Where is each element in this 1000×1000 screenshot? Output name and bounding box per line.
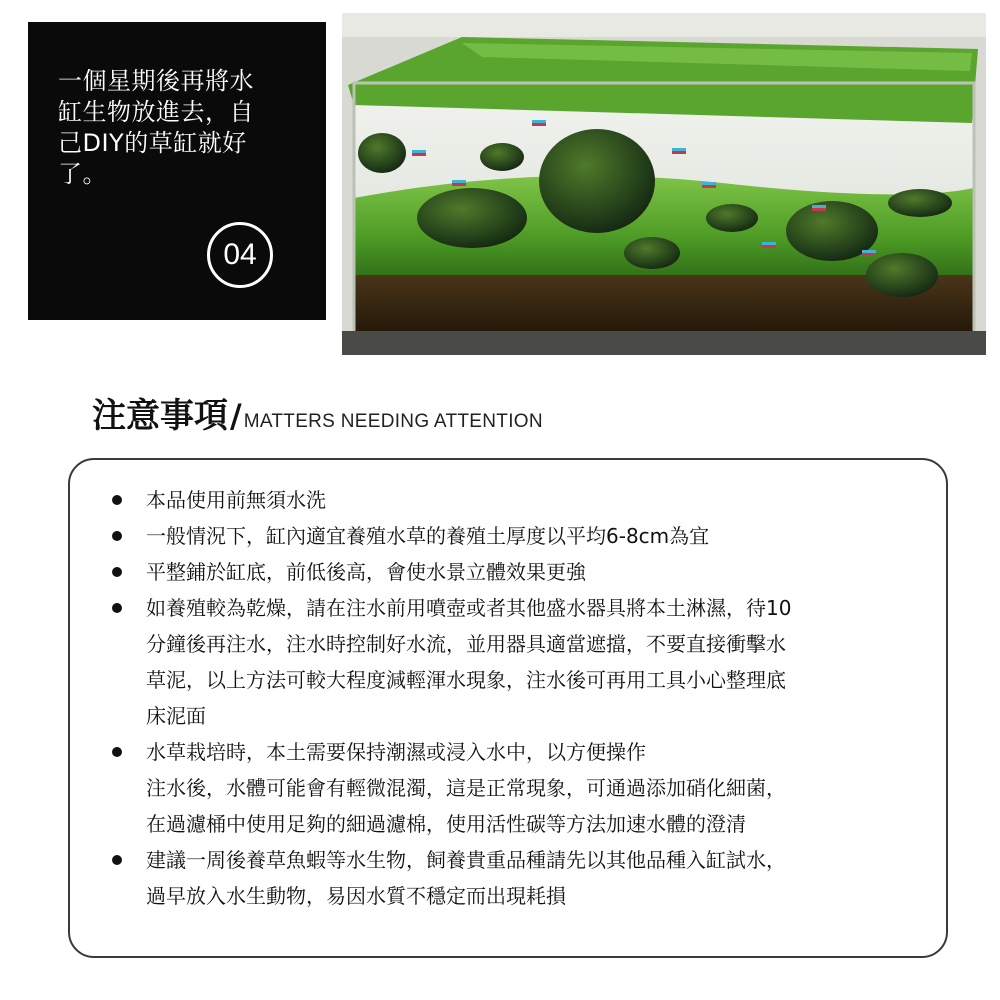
note-line: 過早放入水生動物，易因水質不穩定而出現耗損 [146, 884, 566, 908]
note-line: 如養殖較為乾燥，請在注水前用噴壺或者其他盛水器具將本土淋濕，待10 [146, 596, 792, 620]
section-title-chinese: 注意事項 [92, 396, 228, 436]
bullet-icon [112, 495, 122, 505]
note-line: 分鐘後再注水，注水時控制好水流，並用器具適當遮擋，不要直接衝擊水 [146, 632, 786, 656]
bullet-icon [112, 603, 122, 613]
note-item [108, 590, 928, 734]
step-text-line: 缸生物放進去，自 [58, 98, 254, 126]
note-line: 在過濾桶中使用足夠的細過濾棉，使用活性碳等方法加速水體的澄清 [146, 812, 746, 836]
notes-list [108, 482, 928, 914]
section-title-english: MATTERS NEEDING ATTENTION [243, 411, 543, 432]
bullet-icon [112, 531, 122, 541]
note-line: 水草栽培時，本土需要保持潮濕或浸入水中，以方便操作 [146, 740, 646, 764]
note-line: 建議一周後養草魚蝦等水生物，飼養貴重品種請先以其他品種入缸試水， [146, 848, 786, 872]
note-line: 平整鋪於缸底，前低後高，會使水景立體效果更強 [146, 560, 586, 584]
aquarium-photo [342, 13, 986, 355]
note-line: 注水後，水體可能會有輕微混濁，這是正常現象，可通過添加硝化細菌， [146, 776, 786, 800]
step-number-badge: 04 [207, 222, 273, 288]
aquarium-illustration [342, 13, 986, 355]
title-slash: / [230, 397, 242, 435]
bullet-icon [112, 567, 122, 577]
step-text-line: 了。 [58, 160, 107, 188]
note-line: 草泥，以上方法可較大程度減輕渾水現象，注水後可再用工具小心整理底 [146, 668, 786, 692]
section-title [92, 388, 543, 437]
note-line: 本品使用前無須水洗 [146, 488, 326, 512]
note-item [108, 482, 928, 518]
note-item [108, 734, 928, 842]
step-description [58, 66, 278, 190]
bullet-icon [112, 747, 122, 757]
note-line: 床泥面 [146, 704, 206, 728]
step-panel [28, 22, 326, 320]
note-line: 一般情況下，缸內適宜養殖水草的養殖土厚度以平均6-8cm為宜 [146, 524, 710, 548]
bullet-icon [112, 855, 122, 865]
step-text-line: 己DIY的草缸就好 [58, 129, 247, 157]
notes-box [68, 458, 948, 958]
note-item [108, 518, 928, 554]
step-text-line: 一個星期後再將水 [58, 67, 254, 95]
note-item [108, 554, 928, 590]
note-item [108, 842, 928, 914]
